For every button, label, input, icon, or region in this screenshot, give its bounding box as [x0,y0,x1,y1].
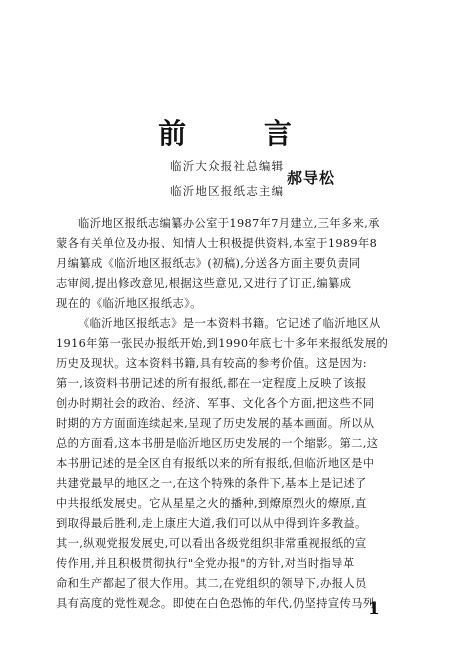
text-line: 其一,纵观党报发展史,可以看出各级党组织非常重视报纸的宣 [56,537,367,550]
author-signature: 郝导松 [287,169,336,187]
text-line: 共建党最早的地区之一,在这个特殊的条件下,基本上是记述了 [56,477,367,490]
text-line: 蒙各有关单位及办报、知情人士积极提供资料,本室于1989年8 [56,237,378,250]
text-line: 志审阅,提出修改意见,根据这些意见,又进行了订正,编纂成 [56,277,352,290]
text-line: 总的方面看,这本书册是临沂地区历史发展的一个缩影。第二,这 [56,437,379,450]
text-line: 本书册记述的是全区自有报纸以来的所有报纸,但临沂地区是中 [56,457,375,470]
page-number: 1 [368,599,380,619]
text-line: 1916年第一张民办报纸开始,到1990年底七十多年来报纸发展的 [56,337,389,350]
text-line: 历史及现状。这本资料书籍,具有较高的参考价值。这是因为: [56,357,367,370]
text-line: 《临沂地区报纸志》是一本资料书籍。它记述了临沂地区从 [78,317,381,330]
text-line: 创办时期社会的政治、经济、军事、文化各个方面,把这些不同 [56,397,375,410]
text-line: 现在的《临沂地区报纸志》。 [56,297,202,310]
text-line: 具有高度的党性观念。即使在白色恐怖的年代,仍坚持宣传马列 [56,597,375,610]
text-line: 到取得最后胜利,走上康庄大道,我们可以从中得到许多教益。 [56,517,367,530]
text-line: 时期的方方面面连续起来,呈现了历史发展的基本画面。所以从 [56,417,375,430]
text-line: 命和生产都起了很大作用。其二,在党组织的领导下,办报人员 [56,577,367,590]
text-line: 第一,该资料书册记述的所有报纸,都在一定程度上反映了该报 [56,377,367,390]
page-title: 前 言 [158,117,326,150]
text-line: 传作用,并且积极贯彻执行"全党办报"的方针,对当时指导革 [56,557,355,570]
body-text [56,214,412,614]
editor-affiliation-line-2: 临沂地区报纸志主编 [170,184,285,198]
editor-affiliation-line-1: 临沂大众报社总编辑 [170,159,285,173]
text-line: 中共报纸发展史。它从星星之火的播种,到燎原烈火的燎原,直 [56,497,367,510]
text-line: 月编纂成《临沂地区报纸志》(初稿),分送各方面主要负责同 [56,257,361,270]
text-line: 临沂地区报纸志编纂办公室于1987年7月建立,三年多来,承 [78,217,380,230]
